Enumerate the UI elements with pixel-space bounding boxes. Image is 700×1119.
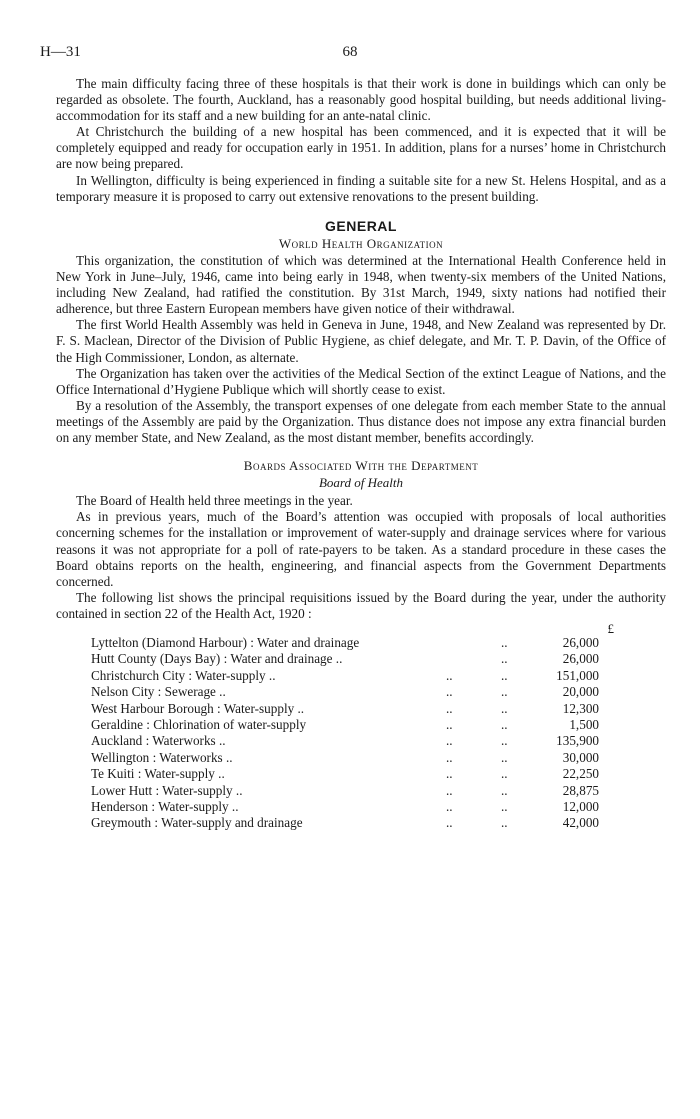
leader-dots xyxy=(446,651,501,667)
requisition-place: Auckland : Waterworks .. xyxy=(91,733,226,749)
paragraph: As in previous years, much of the Board’s attention was occupied with proposals of local authorities concerning schemes for the installation or improvement of water-supply and drainage services where for various reasons it was not appropriate for a poll of rate-payers to be taken. As a standard procedure in these cases the Board obtains reports on the health, engineering, and financial aspects from the Government Departments concerned. xyxy=(56,509,666,589)
leader-dots: .. xyxy=(501,635,508,650)
requisition-amount: 20,000 xyxy=(562,684,599,700)
requisition-place: Hutt County (Days Bay) : Water and drainage .. xyxy=(91,651,343,667)
requisition-amount: 26,000 xyxy=(562,651,599,667)
requisition-place: Greymouth : Water-supply and drainage xyxy=(91,815,303,831)
requisition-amount: 22,250 xyxy=(562,766,599,782)
leader-dots: .. xyxy=(501,700,508,716)
requisition-place: Nelson City : Sewerage .. xyxy=(91,684,226,700)
leader-dots: .. xyxy=(501,782,508,798)
requisition-amount: 28,875 xyxy=(562,782,599,798)
requisition-amount: 1,500 xyxy=(569,717,599,733)
requisition-place: Lyttelton (Diamond Harbour) : Water and drainage xyxy=(91,635,360,650)
table-row xyxy=(91,635,599,651)
paragraph: The main difficulty facing three of these hospitals is that their work is done in buildings which can only be regarded as obsolete. The fourth, Auckland, has a reasonably good hospital building, but needs additional living-accommodation for its staff and a new building for an ante-natal clinic. xyxy=(56,76,666,124)
subsection-heading-who: World Health Organization xyxy=(278,235,444,251)
paragraph: The following list shows the principal requisitions issued by the Board during the year, under the authority contained in section 22 of the Health Act, 1920 : xyxy=(56,589,666,621)
section-heading-general: GENERAL xyxy=(325,217,397,234)
leader-dots: .. xyxy=(501,815,508,831)
leader-dots: .. xyxy=(446,717,453,733)
paragraph: The first World Health Assembly was held in Geneva in June, 1948, and New Zealand was represented by Dr. F. S. Maclean, Director of the Division of Public Hygiene, as chief delegate, and Mr. T. P. Davin, of the Office of the High Commissioner, London, as alternate. xyxy=(56,317,666,365)
paragraph: The Board of Health held three meetings in the year. xyxy=(76,493,353,509)
requisition-amount: 12,000 xyxy=(562,799,599,815)
requisition-place: Geraldine : Chlorination of water-supply xyxy=(91,717,307,733)
table-row xyxy=(91,815,599,831)
table-row xyxy=(91,799,599,815)
leader-dots: .. xyxy=(501,749,508,765)
requisition-amount: 135,900 xyxy=(556,733,599,749)
requisition-amount: 30,000 xyxy=(562,749,599,765)
table-row xyxy=(91,701,599,717)
leader-dots: .. xyxy=(501,717,508,733)
table-row xyxy=(91,651,599,667)
leader-dots: .. xyxy=(446,766,453,782)
requisition-place: Wellington : Waterworks .. xyxy=(91,749,233,765)
leader-dots: .. xyxy=(501,766,508,782)
requisitions-table xyxy=(91,635,599,832)
leader-dots: .. xyxy=(501,651,508,667)
leader-dots: .. xyxy=(501,667,508,683)
leader-dots: .. xyxy=(446,700,453,716)
subsection-heading-board-of-health: Board of Health xyxy=(318,475,403,491)
requisition-amount: 42,000 xyxy=(562,815,599,831)
page-body xyxy=(56,76,666,832)
paragraph: This organization, the constitution of which was determined at the International Health Conference held in New York in June–July, 1946, came into being early in 1948, when twenty-six members of the United Nations, including New Zealand, had ratified the constitution. By 31st March, 1949, sixty nations had notified their adherence, but three Eastern European members have given notice of their withdrawal. xyxy=(56,252,666,317)
table-row xyxy=(91,684,599,700)
requisition-place: Lower Hutt : Water-supply .. xyxy=(91,782,243,798)
leader-dots: .. xyxy=(446,667,453,683)
leader-dots: .. xyxy=(446,733,453,749)
leader-dots: .. xyxy=(501,684,508,700)
currency-symbol: £ xyxy=(607,621,614,636)
requisition-amount: 26,000 xyxy=(562,635,599,650)
leader-dots xyxy=(446,635,501,651)
leader-dots: .. xyxy=(501,799,508,815)
table-row xyxy=(91,766,599,782)
leader-dots: .. xyxy=(446,815,453,831)
leader-dots: .. xyxy=(446,799,453,815)
requisition-amount: 151,000 xyxy=(556,667,599,683)
paragraph: The Organization has taken over the activities of the Medical Section of the extinct League of Nations, and the Office International d’Hygiene Publique which will shortly cease to exist. xyxy=(56,365,666,397)
requisition-place: West Harbour Borough : Water-supply .. xyxy=(91,700,305,716)
subsection-heading-boards: Boards Associated With the Department xyxy=(243,458,479,474)
table-row xyxy=(91,668,599,684)
requisition-place: Henderson : Water-supply .. xyxy=(91,799,239,815)
leader-dots: .. xyxy=(501,733,508,749)
requisition-place: Te Kuiti : Water-supply .. xyxy=(91,766,225,782)
table-row xyxy=(91,717,599,733)
leader-dots: .. xyxy=(446,749,453,765)
table-row xyxy=(91,750,599,766)
table-row xyxy=(91,783,599,799)
requisition-place: Christchurch City : Water-supply .. xyxy=(91,667,276,683)
leader-dots: .. xyxy=(446,782,453,798)
table-row xyxy=(91,733,599,749)
page-header xyxy=(40,44,660,66)
leader-dots: .. xyxy=(446,684,453,700)
page-number: 68 xyxy=(342,44,358,60)
paragraph: At Christchurch the building of a new hospital has been commenced, and it is expected that it will be completely equipped and ready for occupation early in 1951. In addition, plans for a nurses’ home in Christchurch are now being prepared. xyxy=(56,124,666,172)
paragraph: By a resolution of the Assembly, the transport expenses of one delegate from each member State to the annual meetings of the Assembly are paid by the Organization. Thus distance does not impose any extra financial burden on any member State, and New Zealand, as the most distant member, benefits accordingly. xyxy=(56,397,666,445)
requisition-amount: 12,300 xyxy=(562,700,599,716)
report-code: H—31 xyxy=(40,44,81,60)
paragraph: In Wellington, difficulty is being experienced in finding a suitable site for a new St. Helens Hospital, and as a temporary measure it is proposed to carry out extensive renovations to the present building. xyxy=(56,172,666,204)
